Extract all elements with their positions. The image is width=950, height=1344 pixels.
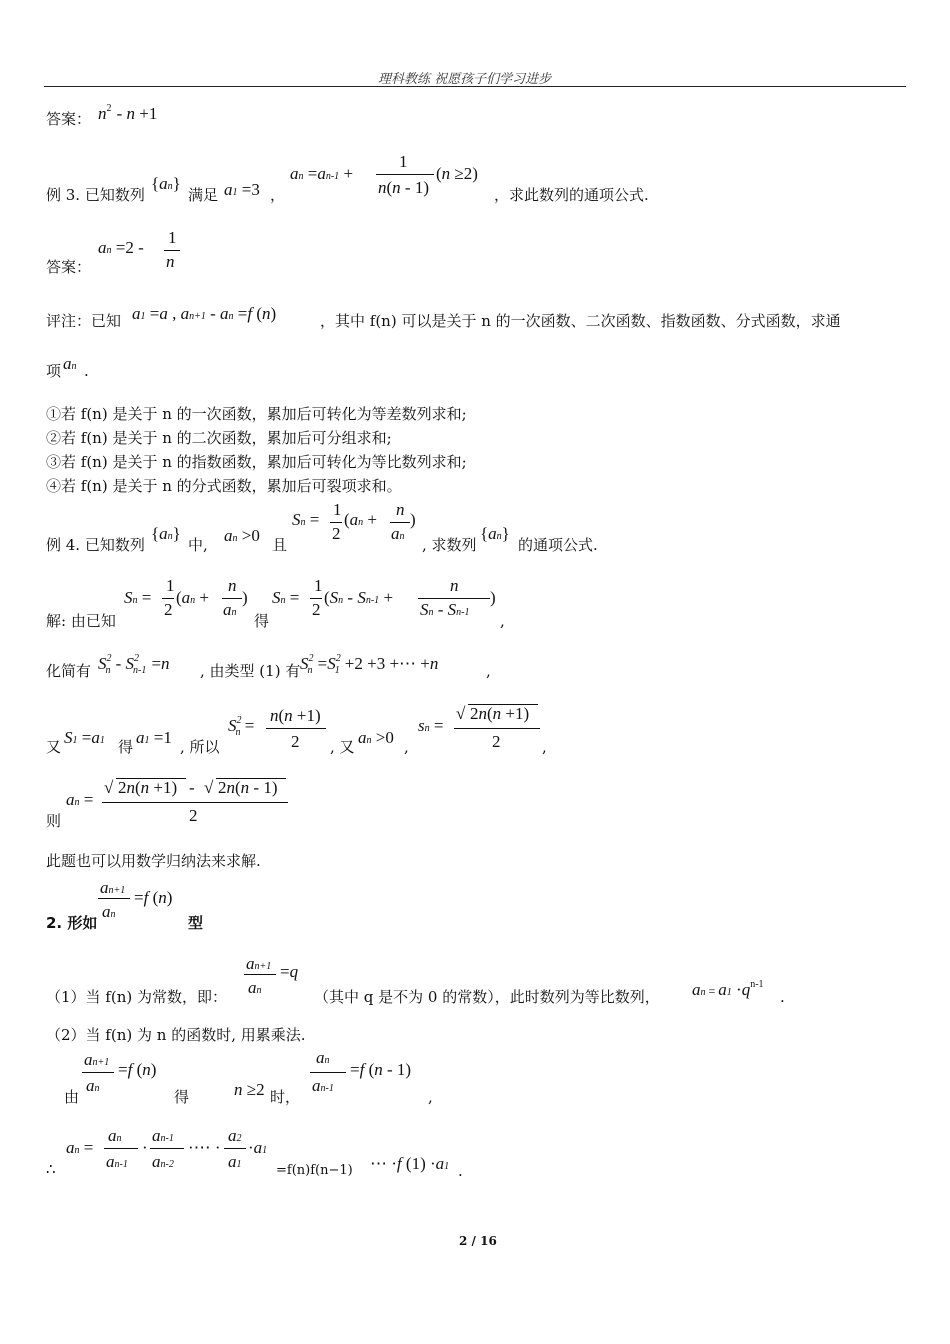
example4-intro: 例 4. 已知数列 — [46, 536, 145, 554]
sol-paren: (an + — [176, 588, 210, 607]
half-bar — [330, 522, 342, 523]
case2-num: an+1 — [84, 1050, 110, 1069]
answer3-den: n — [166, 252, 175, 271]
case-item-4: ④若 f(n) 是关于 n 的分式函数，累加后可裂项求和。 — [46, 477, 402, 495]
case1-geo: an = $a1 \cdot q^{n-1}$ — [692, 979, 764, 999]
half-num: 1 — [333, 500, 342, 519]
simplify-formula: $S^2_n - S^2_{n-1} =n$ — [98, 653, 170, 676]
sol2-half-den: 2 — [312, 600, 321, 619]
example4-ask: , 求数列 — [422, 536, 477, 554]
prod-f3-bar — [224, 1148, 246, 1149]
therefore-sign: ∴ — [46, 1160, 56, 1178]
frac-bar — [376, 174, 434, 175]
sol2-half-bar — [310, 598, 322, 599]
sn2-lhs: $S^2_n$ = — [228, 715, 255, 738]
sol-n-bar — [222, 598, 242, 599]
prod-f2-den: an-2 — [152, 1152, 174, 1171]
sn2-bar — [266, 728, 326, 729]
sn-frac-bar — [454, 728, 540, 729]
prod-f3-num: a2 — [228, 1126, 242, 1145]
a1-eq-1: a1 =1 — [136, 728, 172, 747]
solution-sothat: , 所以 — [180, 738, 220, 756]
sqrt-sign: √ — [456, 704, 466, 723]
frac-num-1: 1 — [399, 152, 408, 171]
sn2-num: n(n +1) — [270, 706, 321, 725]
remark-text3: 项 — [46, 362, 62, 380]
product-expansion: =f(n)f(n−1) — [276, 1163, 353, 1178]
case1-bar — [244, 974, 276, 975]
sol-close: ) — [242, 588, 248, 607]
solution-also2: , 又 — [330, 738, 355, 756]
answer-label: 答案： — [46, 110, 92, 128]
sn-lhs: sn = — [418, 716, 444, 735]
answer3-num: 1 — [168, 228, 177, 247]
prod-dots: ·⋯ · — [188, 1138, 221, 1157]
prod-f3-den: a1 — [228, 1152, 242, 1171]
sol2-half-num: 1 — [314, 576, 323, 595]
case1-text1: （1）当 f(n) 为常数，即： — [46, 988, 227, 1006]
prod-a1: ·a1 — [248, 1138, 268, 1157]
section2-num: an+1 — [100, 878, 126, 897]
case-item-2: ②若 f(n) 是关于 n 的二次函数，累加后可分组求和; — [46, 429, 392, 447]
case2-when: 时， — [270, 1088, 301, 1106]
n-ge-2: (n ≥2) — [436, 164, 478, 183]
ex4-seq: {an} — [151, 524, 181, 543]
case2-n-ge-2: n ≥2 — [234, 1080, 265, 1099]
n-over-an-num: n — [396, 500, 405, 519]
case2-by: 由 — [64, 1088, 80, 1106]
case2-num2: an — [316, 1048, 330, 1067]
case1-num: an+1 — [246, 954, 272, 973]
case-item-3: ③若 f(n) 是关于 n 的指数函数，累加后可转化为等比数列求和; — [46, 453, 467, 471]
answer3-label: 答案： — [46, 258, 92, 276]
case1-text3: . — [780, 988, 785, 1006]
sn-def-lhs: Sn = — [292, 510, 320, 529]
case1-den: an — [248, 978, 262, 997]
example3-tail: ，求此数列的通项公式. — [494, 186, 649, 204]
case-item-1: ①若 f(n) 是关于 n 的一次函数，累加后可转化为等差数列求和; — [46, 405, 467, 423]
prod-lhs: an = — [66, 1138, 94, 1157]
page-number: 2 / 16 — [459, 1234, 497, 1248]
solution-simplify: 化简有 — [46, 662, 92, 680]
example4-tail: 的通项公式. — [518, 536, 598, 554]
sqrt1-body: 2n(n +1) — [118, 778, 178, 797]
example3-comma: ， — [270, 186, 286, 204]
section2-bar — [98, 898, 130, 899]
an-gt0-2: an >0 — [358, 728, 394, 747]
final-frac-bar — [102, 802, 288, 803]
page-header: 理科教练 祝愿孩子们学习进步 — [378, 72, 552, 87]
prod-f1-den: an-1 — [106, 1152, 128, 1171]
solution-from: 解: 由已知 — [46, 612, 116, 630]
remark-text4: . — [84, 362, 89, 380]
case2-comma: , — [428, 1088, 433, 1106]
example4-mid: 中, — [188, 536, 208, 554]
sol-sn-lhs: Sn = — [124, 588, 152, 607]
n-over-an-bar — [390, 522, 410, 523]
prod-f2-bar — [150, 1148, 184, 1149]
section2-prefix: 2. 形如 — [46, 914, 98, 932]
sqrt2-sign: √ — [204, 778, 214, 797]
recurrence-formula: an =an-1 + — [290, 164, 354, 183]
sol2-paren: (Sn - Sn-1 + — [324, 588, 394, 607]
sqrt-body: 2n(n +1) — [470, 704, 530, 723]
answer-formula: $n^2 - n +1$ — [98, 103, 158, 123]
sqrt2-body: 2n(n - 1) — [218, 778, 278, 797]
solution-comma2: , — [486, 662, 491, 680]
case1-text2: （其中 q 是不为 0 的常数），此时数列为等比数列， — [314, 988, 660, 1006]
product-end: . — [458, 1162, 463, 1180]
solution-bytype: , 由类型 (1) 有 — [200, 662, 301, 680]
answer3-bar — [164, 250, 180, 251]
sqrt1-sign: √ — [104, 778, 114, 797]
an-final-lhs: an = — [66, 790, 94, 809]
sn-frac-den: 2 — [492, 732, 501, 751]
half-den: 2 — [332, 524, 341, 543]
case2-rhs: =f (n) — [118, 1060, 157, 1079]
example3-satisfy: 满足 — [188, 186, 219, 204]
prod-dot1: · — [142, 1138, 148, 1157]
case2-den: an — [86, 1076, 100, 1095]
sol-half-den: 2 — [164, 600, 173, 619]
sol2-n-num: n — [450, 576, 459, 595]
solution-comma: , — [500, 612, 505, 630]
solution-comma4: , — [542, 738, 547, 756]
prod-f1-bar — [104, 1148, 138, 1149]
prod-f2-num: an-1 — [152, 1126, 174, 1145]
type1-formula: $S^2_n =S^2_1 +2 +3$ +⋯ +n — [300, 653, 439, 676]
solution-get2: 得 — [118, 738, 134, 756]
minus-sign: - — [189, 778, 195, 797]
product-tail: ⋯ ·f (1) ·a1 — [370, 1154, 450, 1173]
sol2-den: Sn - Sn-1 — [420, 600, 470, 619]
sol-n-num: n — [228, 576, 237, 595]
an-gt-0: an >0 — [224, 526, 260, 545]
sol-half-bar — [162, 598, 174, 599]
case2-text: （2）当 f(n) 为 n 的函数时, 用累乘法. — [46, 1026, 306, 1044]
case2-bar2 — [310, 1072, 346, 1073]
n-over-an-den: an — [391, 524, 405, 543]
sol2-bar — [418, 598, 490, 599]
case2-bar — [82, 1072, 114, 1073]
sn2-den: 2 — [291, 732, 300, 751]
remark-formula: a1 =a , an+1 - an =f (n) — [132, 304, 277, 323]
section2-den: an — [102, 902, 116, 921]
section2-suffix: 型 — [188, 914, 204, 932]
section2-rhs: =f (n) — [134, 888, 173, 907]
frac-den: n(n - 1) — [378, 178, 429, 197]
case2-den2: an-1 — [312, 1076, 334, 1095]
solution-then: 则 — [46, 812, 62, 830]
final-frac-den: 2 — [189, 806, 198, 825]
case2-get: 得 — [174, 1088, 190, 1106]
case1-q: =q — [280, 962, 299, 981]
example4-and: 且 — [272, 536, 288, 554]
example3-intro: 例 3. 已知数列 — [46, 186, 145, 204]
sn-def-paren: (an + — [344, 510, 378, 529]
sol-half-num: 1 — [166, 576, 175, 595]
solution-also: 又 — [46, 738, 62, 756]
seq-an-braces: {an} — [151, 174, 181, 193]
answer3-formula: an =2 - — [98, 238, 144, 257]
solution-comma3: , — [404, 738, 409, 756]
sol2-lhs: Sn = — [272, 588, 300, 607]
prod-f1-num: an — [108, 1126, 122, 1145]
a1-eq-3: a1 =3 — [224, 180, 260, 199]
solution-get: 得 — [254, 612, 270, 630]
remark-an: an — [63, 354, 77, 373]
header-rule — [44, 86, 906, 87]
ex4-seq2: {an} — [480, 524, 510, 543]
sol2-close: ) — [490, 588, 496, 607]
s1-eq-a1: S1 =a1 — [64, 728, 105, 747]
sn-def-close: ) — [410, 510, 416, 529]
remark-text2: ，其中 f(n) 可以是关于 n 的一次函数、二次函数、指数函数、分式函数，求通 — [320, 312, 841, 330]
case2-rhs2: =f (n - 1) — [350, 1060, 412, 1079]
sol-n-den: an — [223, 600, 237, 619]
remark-text1: 评注：已知 — [46, 312, 122, 330]
solution-induction: 此题也可以用数学归纳法来求解. — [46, 852, 261, 870]
